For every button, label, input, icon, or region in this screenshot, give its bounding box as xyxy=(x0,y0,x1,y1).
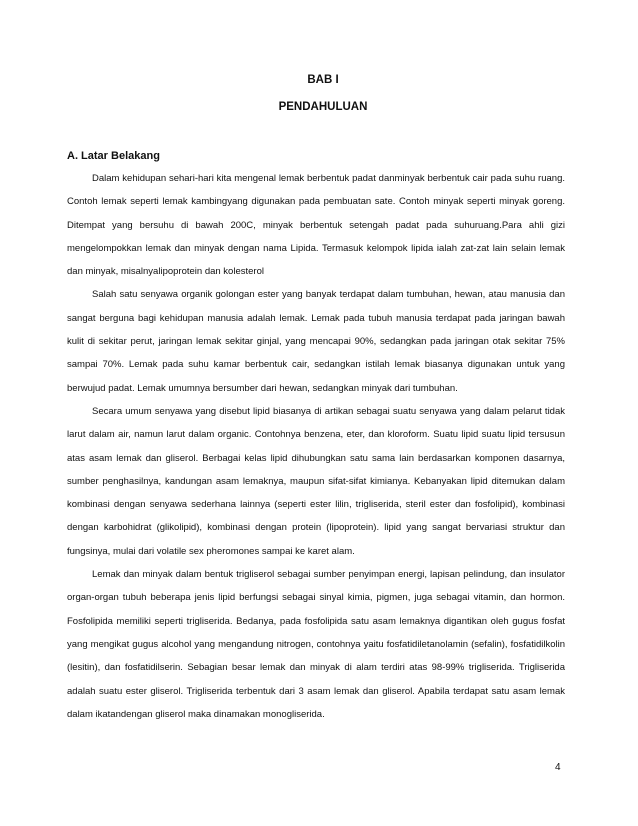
paragraph-3: Secara umum senyawa yang disebut lipid biasanya di artikan sebagai suatu senyawa yang dalam pelarut tidak larut dalam air, namun larut dalam organic. Contohnya benzena, eter, dan kloroform. Suatu lipid suatu lipid tersusun atas asam lemak dan gliserol. Berbagai kelas lipid dihubungkan satu sama lain berdasarkan komponen dasarnya, sumber penghasilnya, kandungan asam lemaknya, maupun sifat-sifat kimianya. Kebanyakan lipid ditemukan dalam kombinasi dengan senyawa sederhana lainnya (seperti ester lilin, trigliserida, steril ester dan fosfolipid), kombinasi dengan karbohidrat (glikolipid), kombinasi dengan protein (lipoprotein). lipid yang sangat bervariasi struktur dan fungsinya, mulai dari volatile sex pheromones sampai ke karet alam. xyxy=(67,405,565,557)
paragraph-1: Dalam kehidupan sehari-hari kita mengenal lemak berbentuk padat danminyak berbentuk cair pada suhu ruang. Contoh lemak seperti lemak kambingyang digunakan pada pembuatan sate. Contoh minyak seperti minyak goreng. Ditempat yang bersuhu di bawah 200C, minyak berbentuk setengah padat pada suhuruang.Para ahli gizi mengelompokkan lemak dan minyak dengan nama Lipida. Termasuk kelompok lipida ialah zat-zat lain selain lemak dan minyak, misalnyalipoprotein dan kolesterol xyxy=(67,173,565,278)
page-number: 4 xyxy=(555,762,561,773)
paragraph-4: Lemak dan minyak dalam bentuk trigliserol sebagai sumber penyimpan energi, lapisan pelindung, dan insulator organ-organ tubuh beberapa jenis lipid berfungsi sebagai sinyal kimia, pigmen, juga sebagai vitamin, dan hormon. Fosfolipida memiliki seperti trigliserida. Bedanya, pada fosfolipida satu asam lemaknya digantikan oleh gugus fosfat yang mengikat gugus alcohol yang mengandung nitrogen, contohnya yaitu fosfatidiletanolamin (sefalin), fosfatidilkolin (lesitin), dan fosfatidilserin. Sebagian besar lemak dan minyak di alam terdiri atas 98-99% trigliserida. Trigliserida adalah suatu ester gliserol. Trigliserida terbentuk dari 3 asam lemak dan gliserol. Apabila terdapat satu asam lemak dalam ikatandengan gliserol maka dinamakan monogliserida. xyxy=(67,569,565,720)
section-heading: A. Latar Belakang xyxy=(67,150,160,162)
chapter-title: PENDAHULUAN xyxy=(278,101,368,113)
paragraph-2: Salah satu senyawa organik golongan ester yang banyak terdapat dalam tumbuhan, hewan, atau manusia dan sangat berguna bagi kehidupan manusia adalah lemak. Lemak pada tubuh manusia terdapat pada jaringan bawah kulit di sekitar perut, jaringan lemak sekitar ginjal, yang mencapai 90%, sedangkan pada jaringan otak sekitar 75% sampai 70%. Lemak pada suhu kamar berbentuk cair, sedangkan istilah lemak biasanya digunakan untuk yang berwujud padat. Lemak umumnya bersumber dari hewan, sedangkan minyak dari tumbuhan. xyxy=(67,289,565,394)
chapter-number: BAB I xyxy=(307,74,339,86)
body-text xyxy=(67,167,565,726)
